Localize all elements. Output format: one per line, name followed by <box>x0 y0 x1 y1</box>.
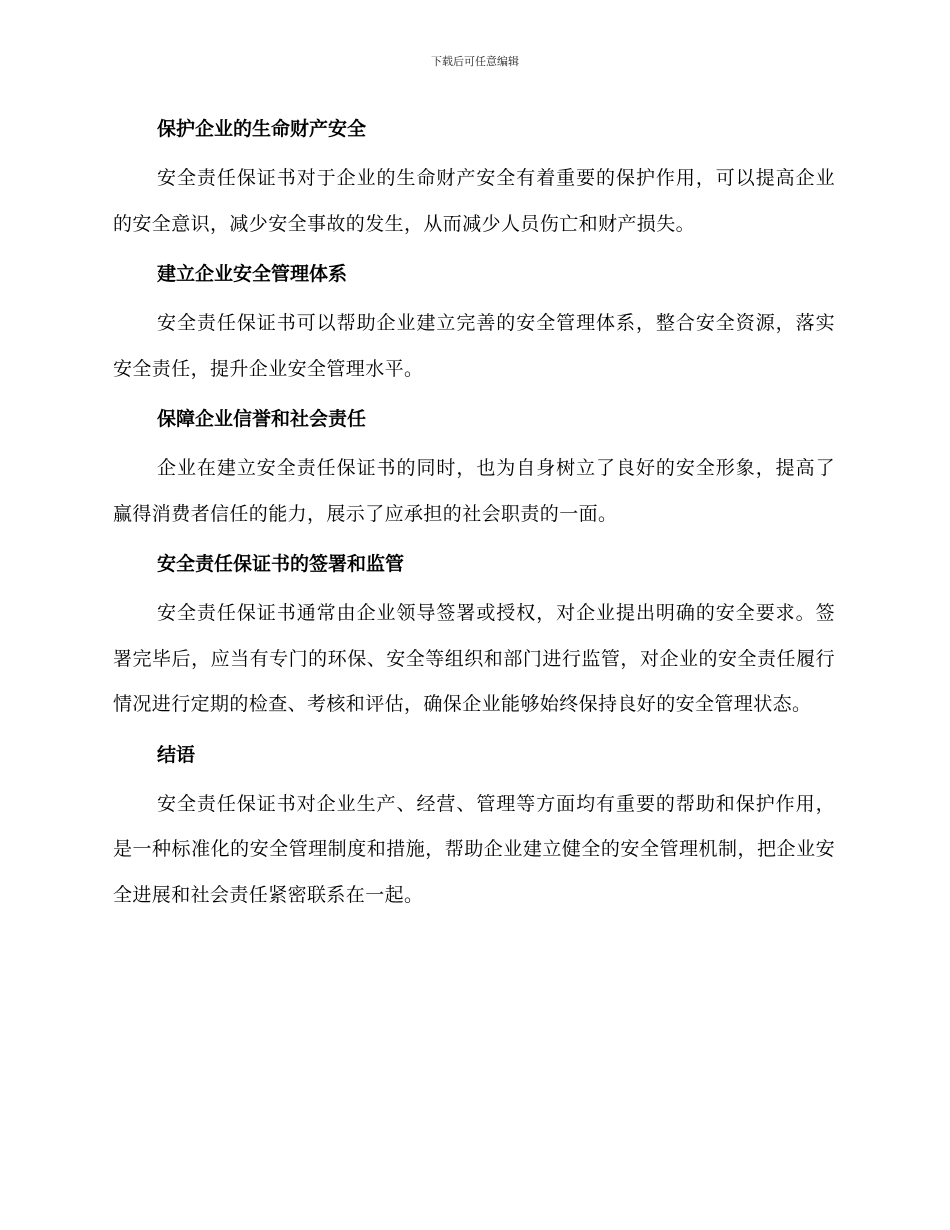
section-paragraph: 安全责任保证书对于企业的生命财产安全有着重要的保护作用，可以提高企业的安全意识，减少安全事故的发生，从而减少人员伤亡和财产损失。 <box>113 167 835 235</box>
section-conclusion <box>113 736 835 919</box>
section-heading: 建立企业安全管理体系 <box>157 263 348 285</box>
section-paragraph: 安全责任保证书通常由企业领导签署或授权，对企业提出明确的安全要求。签署完毕后，应当有专门的环保、安全等组织和部门进行监管，对企业的安全责任履行情况进行定期的检查、考核和评估，确保企业能够始终保持良好的安全管理状态。 <box>113 602 835 715</box>
section-paragraph: 企业在建立安全责任保证书的同时，也为自身树立了良好的安全形象，提高了赢得消费者信任的能力，展示了应承担的社会职责的一面。 <box>113 457 835 525</box>
section-heading: 保障企业信誉和社会责任 <box>157 408 367 430</box>
section-paragraph: 安全责任保证书可以帮助企业建立完善的安全管理体系，整合安全资源，落实安全责任，提升企业安全管理水平。 <box>113 312 835 380</box>
section-reputation-social-responsibility <box>113 400 835 537</box>
section-safety-management-system <box>113 255 835 392</box>
section-signing-supervision <box>113 545 835 728</box>
section-heading: 结语 <box>157 743 196 766</box>
document-body <box>113 110 835 926</box>
section-paragraph: 安全责任保证书对企业生产、经营、管理等方面均有重要的帮助和保护作用，是一种标准化的安全管理制度和措施，帮助企业建立健全的安全管理机制，把企业安全进展和社会责任紧密联系在一起。 <box>113 792 835 906</box>
section-protect-life-property <box>113 110 835 247</box>
section-heading: 安全责任保证书的签署和监管 <box>157 553 405 575</box>
page-header: 下载后可任意编辑 <box>431 55 519 68</box>
section-heading: 保护企业的生命财产安全 <box>157 118 367 140</box>
